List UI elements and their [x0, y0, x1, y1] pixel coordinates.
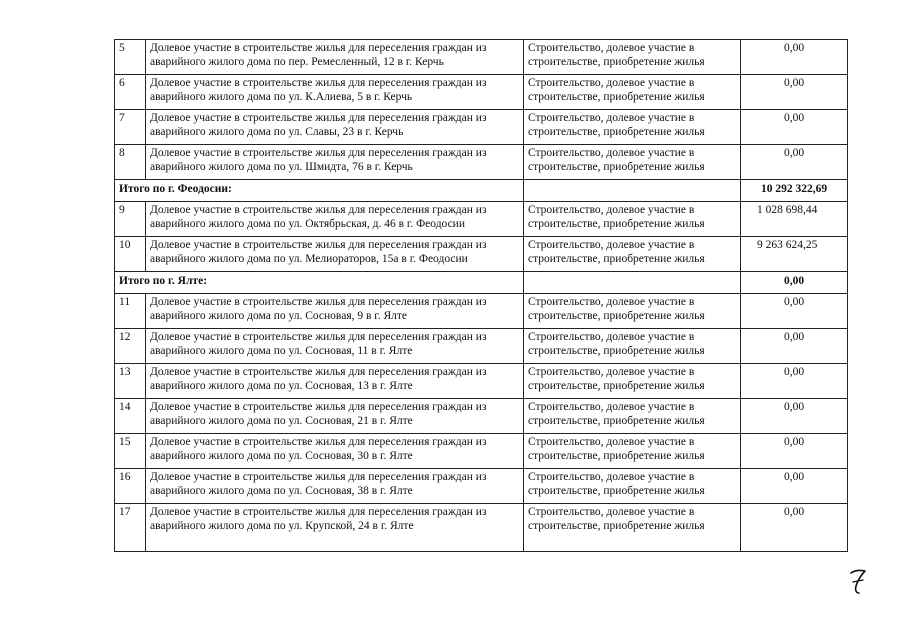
project-name	[146, 364, 524, 399]
work-type-line: строительстве, приобретение жилья	[528, 161, 705, 173]
project-name-line: Долевое участие в строительстве жилья для переселения граждан из	[150, 239, 487, 251]
work-type-line: строительстве, приобретение жилья	[528, 415, 705, 427]
work-type-line: Строительство, долевое участие в	[528, 506, 695, 518]
subtotal-amount: 0,00	[741, 272, 848, 294]
work-type	[524, 294, 741, 329]
work-type-line: строительстве, приобретение жилья	[528, 450, 705, 462]
row-number: 11	[115, 294, 146, 329]
project-name-line: аварийного жилого дома по ул. Сосновая, 13 в г. Ялте	[150, 380, 413, 392]
work-type-line: Строительство, долевое участие в	[528, 42, 695, 54]
subtotal-row	[115, 272, 848, 294]
project-name-line: Долевое участие в строительстве жилья для переселения граждан из	[150, 436, 487, 448]
project-name-line: аварийного жилого дома по ул. Крупской, 24 в г. Ялте	[150, 520, 414, 532]
row-number: 15	[115, 434, 146, 469]
table-row	[115, 399, 848, 434]
table-row	[115, 40, 848, 75]
row-number: 13	[115, 364, 146, 399]
project-name-line: Долевое участие в строительстве жилья для переселения граждан из	[150, 112, 487, 124]
project-name-line: Долевое участие в строительстве жилья для переселения граждан из	[150, 77, 487, 89]
table-row	[115, 75, 848, 110]
work-type-line: строительстве, приобретение жилья	[528, 520, 705, 532]
row-number: 17	[115, 504, 146, 552]
amount: 0,00	[741, 469, 848, 504]
work-type-line: строительстве, приобретение жилья	[528, 218, 705, 230]
project-name-line: Долевое участие в строительстве жилья для переселения граждан из	[150, 296, 487, 308]
work-type	[524, 469, 741, 504]
work-type-line: Строительство, долевое участие в	[528, 331, 695, 343]
project-name-line: Долевое участие в строительстве жилья для переселения граждан из	[150, 204, 487, 216]
project-name-line: Долевое участие в строительстве жилья для переселения граждан из	[150, 331, 487, 343]
project-name	[146, 469, 524, 504]
work-type	[524, 504, 741, 552]
work-type-line: Строительство, долевое участие в	[528, 239, 695, 251]
work-type	[524, 399, 741, 434]
amount: 0,00	[741, 145, 848, 180]
row-number: 16	[115, 469, 146, 504]
table-row	[115, 237, 848, 272]
work-type-line: Строительство, долевое участие в	[528, 471, 695, 483]
project-name-line: аварийного жилого дома по ул. Сосновая, 11 в г. Ялте	[150, 345, 413, 357]
table-row	[115, 202, 848, 237]
subtotal-label: Итого по г. Ялте:	[115, 272, 524, 294]
table-row	[115, 329, 848, 364]
amount: 0,00	[741, 504, 848, 552]
handwritten-page-number	[847, 560, 869, 596]
project-name-line: аварийного жилого дома по ул. Славы, 23 в г. Керчь	[150, 126, 404, 138]
amount: 0,00	[741, 399, 848, 434]
row-number: 14	[115, 399, 146, 434]
work-type	[524, 364, 741, 399]
amount: 9 263 624,25	[741, 237, 848, 272]
row-number: 6	[115, 75, 146, 110]
amount: 0,00	[741, 75, 848, 110]
project-name-line: Долевое участие в строительстве жилья для переселения граждан из	[150, 366, 487, 378]
row-number: 5	[115, 40, 146, 75]
project-name-line: аварийного жилого дома по ул. Шмидта, 76 в г. Керчь	[150, 161, 413, 173]
amount: 0,00	[741, 434, 848, 469]
project-name	[146, 75, 524, 110]
project-name-line: аварийного жилого дома по ул. Сосновая, 21 в г. Ялте	[150, 415, 413, 427]
work-type	[524, 75, 741, 110]
work-type-line: строительстве, приобретение жилья	[528, 126, 705, 138]
work-type-line: строительстве, приобретение жилья	[528, 380, 705, 392]
subtotal-row	[115, 180, 848, 202]
project-name-line: аварийного жилого дома по ул. Октябрьская, д. 46 в г. Феодосии	[150, 218, 465, 230]
work-type	[524, 145, 741, 180]
amount: 1 028 698,44	[741, 202, 848, 237]
project-name	[146, 110, 524, 145]
row-number: 8	[115, 145, 146, 180]
work-type-line: Строительство, долевое участие в	[528, 112, 695, 124]
table-row	[115, 364, 848, 399]
work-type-line: Строительство, долевое участие в	[528, 436, 695, 448]
amount: 0,00	[741, 329, 848, 364]
empty-cell	[524, 180, 741, 202]
work-type-line: строительстве, приобретение жилья	[528, 91, 705, 103]
project-name	[146, 434, 524, 469]
project-name-line: Долевое участие в строительстве жилья для переселения граждан из	[150, 42, 487, 54]
work-type-line: Строительство, долевое участие в	[528, 204, 695, 216]
table-row	[115, 469, 848, 504]
row-number: 9	[115, 202, 146, 237]
project-name	[146, 329, 524, 364]
project-name-line: Долевое участие в строительстве жилья для переселения граждан из	[150, 471, 487, 483]
work-type	[524, 202, 741, 237]
table-row	[115, 504, 848, 552]
project-name	[146, 237, 524, 272]
funding-table	[114, 39, 848, 552]
table-row	[115, 110, 848, 145]
project-name-line: аварийного жилого дома по ул. Сосновая, 30 в г. Ялте	[150, 450, 413, 462]
table-row	[115, 434, 848, 469]
work-type	[524, 237, 741, 272]
project-name	[146, 40, 524, 75]
empty-cell	[524, 272, 741, 294]
project-name-line: аварийного жилого дома по ул. Сосновая, 9 в г. Ялте	[150, 310, 407, 322]
work-type-line: строительстве, приобретение жилья	[528, 56, 705, 68]
row-number: 7	[115, 110, 146, 145]
work-type	[524, 40, 741, 75]
table-body	[115, 40, 848, 552]
amount: 0,00	[741, 294, 848, 329]
project-name	[146, 504, 524, 552]
work-type-line: строительстве, приобретение жилья	[528, 253, 705, 265]
project-name-line: Долевое участие в строительстве жилья для переселения граждан из	[150, 401, 487, 413]
project-name	[146, 145, 524, 180]
project-name	[146, 294, 524, 329]
project-name-line: аварийного жилого дома по ул. Сосновая, 38 в г. Ялте	[150, 485, 413, 497]
project-name	[146, 202, 524, 237]
project-name-line: Долевое участие в строительстве жилья для переселения граждан из	[150, 506, 487, 518]
project-name-line: аварийного жилого дома по ул. Мелиораторов, 15а в г. Феодосии	[150, 253, 468, 265]
project-name-line: Долевое участие в строительстве жилья для переселения граждан из	[150, 147, 487, 159]
work-type	[524, 329, 741, 364]
work-type	[524, 434, 741, 469]
subtotal-amount: 10 292 322,69	[741, 180, 848, 202]
work-type-line: Строительство, долевое участие в	[528, 77, 695, 89]
work-type-line: строительстве, приобретение жилья	[528, 345, 705, 357]
project-name-line: аварийного жилого дома по ул. К.Алиева, 5 в г. Керчь	[150, 91, 413, 103]
amount: 0,00	[741, 110, 848, 145]
work-type	[524, 110, 741, 145]
work-type-line: Строительство, долевое участие в	[528, 366, 695, 378]
project-name-line: аварийного жилого дома по пер. Ремесленный, 12 в г. Керчь	[150, 56, 444, 68]
table-row	[115, 145, 848, 180]
work-type-line: Строительство, долевое участие в	[528, 296, 695, 308]
work-type-line: Строительство, долевое участие в	[528, 147, 695, 159]
work-type-line: строительстве, приобретение жилья	[528, 485, 705, 497]
work-type-line: Строительство, долевое участие в	[528, 401, 695, 413]
work-type-line: строительстве, приобретение жилья	[528, 310, 705, 322]
row-number: 10	[115, 237, 146, 272]
row-number: 12	[115, 329, 146, 364]
amount: 0,00	[741, 364, 848, 399]
amount: 0,00	[741, 40, 848, 75]
project-name	[146, 399, 524, 434]
table-row	[115, 294, 848, 329]
subtotal-label: Итого по г. Феодосии:	[115, 180, 524, 202]
